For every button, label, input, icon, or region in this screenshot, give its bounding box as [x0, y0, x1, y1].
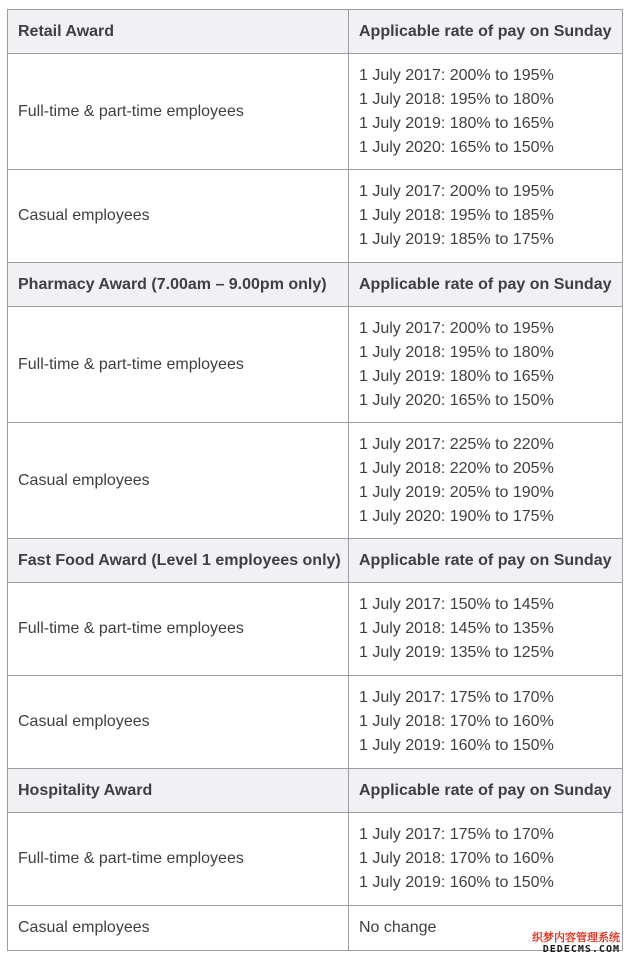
- rate-cell: [349, 170, 623, 263]
- award-name: Fast Food Award (Level 1 employees only): [8, 539, 349, 583]
- watermark: [532, 932, 620, 956]
- award-header-row: [8, 10, 623, 54]
- table-row: [8, 813, 623, 906]
- award-name: Pharmacy Award (7.00am – 9.00pm only): [8, 263, 349, 307]
- rate-line: 1 July 2020: 165% to 150%: [359, 138, 554, 156]
- table-row: [8, 906, 623, 951]
- rate-line: 1 July 2017: 200% to 195%: [359, 319, 554, 337]
- rate-line: 1 July 2019: 160% to 150%: [359, 737, 554, 754]
- rate-line: 1 July 2018: 170% to 160%: [359, 713, 554, 730]
- rate-line: 1 July 2018: 170% to 160%: [359, 850, 554, 867]
- rate-line: 1 July 2019: 180% to 165%: [359, 367, 554, 385]
- employee-type: Full-time & part-time employees: [8, 813, 349, 906]
- table-row: [8, 170, 623, 263]
- rate-line: 1 July 2018: 145% to 135%: [359, 620, 554, 637]
- rate-line: No change: [359, 919, 437, 936]
- rate-line: 1 July 2020: 190% to 175%: [359, 507, 554, 525]
- rate-line: 1 July 2018: 195% to 185%: [359, 207, 554, 224]
- rate-column-header: Applicable rate of pay on Sunday: [349, 263, 623, 307]
- rate-cell: [349, 676, 623, 769]
- rate-line: 1 July 2017: 175% to 170%: [359, 826, 554, 843]
- employee-type: Full-time & part-time employees: [8, 54, 349, 170]
- table-row: [8, 583, 623, 676]
- rate-cell: [349, 813, 623, 906]
- rate-column-header: Applicable rate of pay on Sunday: [349, 10, 623, 54]
- rate-line: 1 July 2019: 205% to 190%: [359, 483, 554, 501]
- rate-line: 1 July 2017: 200% to 195%: [359, 66, 554, 84]
- rate-cell: [349, 423, 623, 539]
- rate-line: 1 July 2019: 180% to 165%: [359, 114, 554, 132]
- rate-line: 1 July 2017: 225% to 220%: [359, 435, 554, 453]
- watermark-url: DEDECMS.COM: [542, 944, 620, 955]
- rate-line: 1 July 2017: 150% to 145%: [359, 596, 554, 613]
- table-row: [8, 423, 623, 539]
- employee-type: Casual employees: [8, 676, 349, 769]
- rate-line: 1 July 2019: 160% to 150%: [359, 874, 554, 891]
- rate-line: 1 July 2018: 220% to 205%: [359, 459, 554, 477]
- rate-line: 1 July 2017: 200% to 195%: [359, 183, 554, 200]
- award-header-row: [8, 769, 623, 813]
- rate-column-header: Applicable rate of pay on Sunday: [349, 769, 623, 813]
- rate-line: 1 July 2019: 135% to 125%: [359, 644, 554, 661]
- award-name: Hospitality Award: [8, 769, 349, 813]
- award-header-row: [8, 539, 623, 583]
- rate-line: 1 July 2018: 195% to 180%: [359, 90, 554, 108]
- rate-line: 1 July 2019: 185% to 175%: [359, 231, 554, 248]
- table-row: [8, 307, 623, 423]
- rate-line: 1 July 2017: 175% to 170%: [359, 689, 554, 706]
- employee-type: Full-time & part-time employees: [8, 583, 349, 676]
- rate-line: 1 July 2020: 165% to 150%: [359, 391, 554, 409]
- watermark-text: 织梦内容管理系统: [532, 932, 620, 944]
- award-header-row: [8, 263, 623, 307]
- sunday-pay-rates-table: [7, 9, 623, 951]
- employee-type: Casual employees: [8, 423, 349, 539]
- table-row: [8, 676, 623, 769]
- rate-cell: [349, 54, 623, 170]
- table-row: [8, 54, 623, 170]
- award-name: Retail Award: [8, 10, 349, 54]
- employee-type: Casual employees: [8, 170, 349, 263]
- rate-line: 1 July 2018: 195% to 180%: [359, 343, 554, 361]
- employee-type: Full-time & part-time employees: [8, 307, 349, 423]
- rate-cell: [349, 583, 623, 676]
- rate-cell: [349, 307, 623, 423]
- employee-type: Casual employees: [8, 906, 349, 951]
- rate-column-header: Applicable rate of pay on Sunday: [349, 539, 623, 583]
